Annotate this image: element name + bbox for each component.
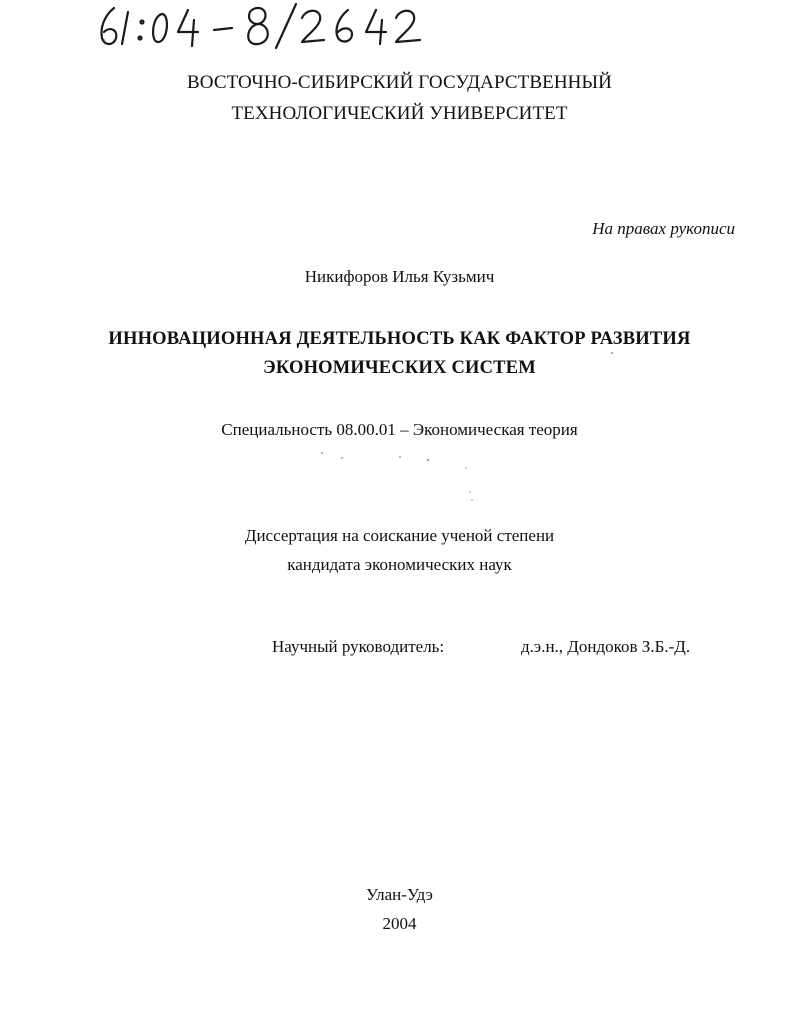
year: 2004 [382, 914, 417, 933]
city: Улан-Удэ [366, 885, 433, 904]
dissertation-line1: Диссертация на соискание ученой степени [244, 526, 555, 545]
specialty: Специальность 08.00.01 – Экономическая теория [221, 420, 578, 439]
supervisor-name: д.э.н., Дондоков З.Б.-Д. [521, 637, 691, 656]
thesis-title-line1: ИННОВАЦИОННАЯ ДЕЯТЕЛЬНОСТЬ КАК ФАКТОР РАЗВИТИЯ [108, 329, 691, 349]
author-name: Никифоров Илья Кузьмич [304, 267, 495, 286]
dissertation-line2: кандидата экономических наук [287, 555, 512, 574]
thesis-title-line2: ЭКОНОМИЧЕСКИХ СИСТЕМ [263, 358, 536, 378]
supervisor-label: Научный руководитель: [272, 637, 445, 656]
university-name-line1: ВОСТОЧНО-СИБИРСКИЙ ГОСУДАРСТВЕННЫЙ [187, 72, 612, 93]
university-name-line2: ТЕХНОЛОГИЧЕСКИЙ УНИВЕРСИТЕТ [231, 103, 568, 124]
rights-note: На правах рукописи [592, 219, 735, 238]
